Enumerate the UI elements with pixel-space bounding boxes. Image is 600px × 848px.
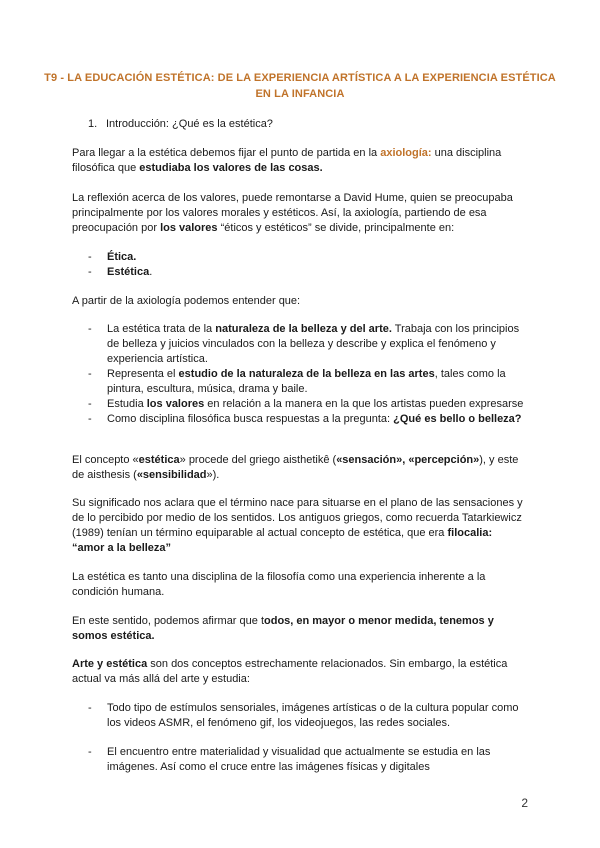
paragraph-significado <box>72 496 532 556</box>
text-run: »). <box>206 469 220 481</box>
text-run: Representa el <box>107 368 179 380</box>
text-run: Todo tipo de estímulos sensoriales, imágenes artísticas o de la cultura popular como los videos ASMR, el fenómeno gif, los videojuegos, las redes sociales. <box>107 702 519 729</box>
bold-run: «sensibilidad <box>136 469 207 481</box>
text-run: Trabaja con los principios de belleza y juicios vinculados con la belleza y describe y explica el fenómeno y experiencia artística. <box>107 323 520 365</box>
text-run: Como disciplina filosófica busca respuestas a la pregunta: <box>107 413 394 425</box>
paragraph-axiologia <box>72 146 532 176</box>
list-axiologia-branches <box>88 250 534 280</box>
bullet-dash: - <box>88 368 92 380</box>
bold-run: estudiaba los valores de las cosas. <box>139 162 323 174</box>
bold-run: odos, en mayor o menor medida, tenemos y somos estética. <box>72 615 494 642</box>
text-run: Su significado nos aclara que el término nace para situarse en el plano de las sensaciones y de lo percibido por medio de los sentidos. Los antiguos griegos, como recuerda Tatarkiewicz (1989) tenían un término equiparable al actual concepto de estética, que era <box>72 497 523 539</box>
text-run: Estudia <box>107 398 147 410</box>
text-run: » procede del griego aisthetikê ( <box>179 454 337 466</box>
list-item <box>88 322 534 367</box>
list-estetica-actual-2 <box>88 745 534 775</box>
document-title: T9 - LA EDUCACIÓN ESTÉTICA: DE LA EXPERIENCIA ARTÍSTICA A LA EXPERIENCIA ESTÉTICA EN LA INFANCIA <box>44 72 556 100</box>
bold-run: estudio de la naturaleza de la belleza en las artes <box>178 368 435 380</box>
text-run: “éticos y estéticos” se divide, principalmente en: <box>217 222 455 234</box>
list-item <box>88 701 534 731</box>
bold-run: naturaleza de la belleza y del arte. <box>215 323 392 335</box>
paragraph-a-partir: A partir de la axiología podemos entender que: <box>72 295 301 307</box>
bullet-dash: - <box>88 746 92 758</box>
bullet-dash: - <box>88 251 92 263</box>
list-estetica-actual-1 <box>88 701 534 731</box>
text-run: . <box>149 266 153 278</box>
bold-run: “amor a la belleza” <box>72 542 172 554</box>
paragraph-concepto <box>72 453 532 483</box>
bold-run: los valores <box>160 222 218 234</box>
paragraph-somos-estetica <box>72 614 532 644</box>
text-run: Para llegar a la estética debemos fijar el punto de partida en la <box>72 147 381 159</box>
paragraph-disciplina: La estética es tanto una disciplina de la filosofía como una experiencia inherente a la condición humana. <box>72 571 486 598</box>
section-heading <box>88 117 273 131</box>
bullet-dash: - <box>88 702 92 714</box>
text-run: El concepto « <box>72 454 139 466</box>
bold-run: Arte y estética <box>72 658 148 670</box>
paragraph-arte-estetica <box>72 657 532 687</box>
bold-run: los valores <box>146 398 205 410</box>
bold-run: ¿Qué es bello o belleza? <box>393 413 522 425</box>
bold-run: «sensación», «percepción» <box>336 454 480 466</box>
text-run: son dos conceptos estrechamente relacionados. Sin embargo, la estética actual va más allá del arte y estudia: <box>72 658 508 685</box>
bold-run: estética <box>138 454 180 466</box>
paragraph-valores <box>72 191 532 236</box>
section-number: 1. <box>88 118 98 130</box>
list-estetica-features <box>88 322 534 427</box>
bold-run: filocalia: <box>447 527 493 539</box>
bullet-dash: - <box>88 413 92 425</box>
text-run: una disciplina filosófica que <box>72 147 502 174</box>
text-run: ), y este de aisthesis ( <box>72 454 519 481</box>
bold-run: Ética. <box>107 251 137 263</box>
text-run: El encuentro entre materialidad y visualidad que actualmente se estudia en las imágenes. Así como el cruce entre las imágenes físicas y digitales <box>107 746 491 773</box>
bullet-dash: - <box>88 266 92 278</box>
list-item <box>88 250 534 265</box>
text-run: , tales como la pintura, escultura, música, drama y baile. <box>107 368 506 395</box>
text-run: La estética trata de la <box>107 323 216 335</box>
bullet-dash: - <box>88 323 92 335</box>
text-run: en relación a la manera en la que los artistas pueden expresarse <box>204 398 524 410</box>
list-item <box>88 412 534 427</box>
list-item <box>88 397 534 412</box>
section-label: Introducción: ¿Qué es la estética? <box>106 118 273 130</box>
page-number: 2 <box>521 796 528 810</box>
text-run: La reflexión acerca de los valores, puede remontarse a David Hume, quien se preocupaba principalmente por los valores morales y estéticos. Así, la axiología, partiendo de esa preocupación por <box>72 192 513 234</box>
bold-run: Estética <box>107 266 150 278</box>
list-item <box>88 745 534 775</box>
highlight-axiologia: axiología: <box>380 147 432 159</box>
list-item <box>88 367 534 397</box>
text-run: En este sentido, podemos afirmar que t <box>72 615 264 627</box>
list-item <box>88 265 534 280</box>
bullet-dash: - <box>88 398 92 410</box>
